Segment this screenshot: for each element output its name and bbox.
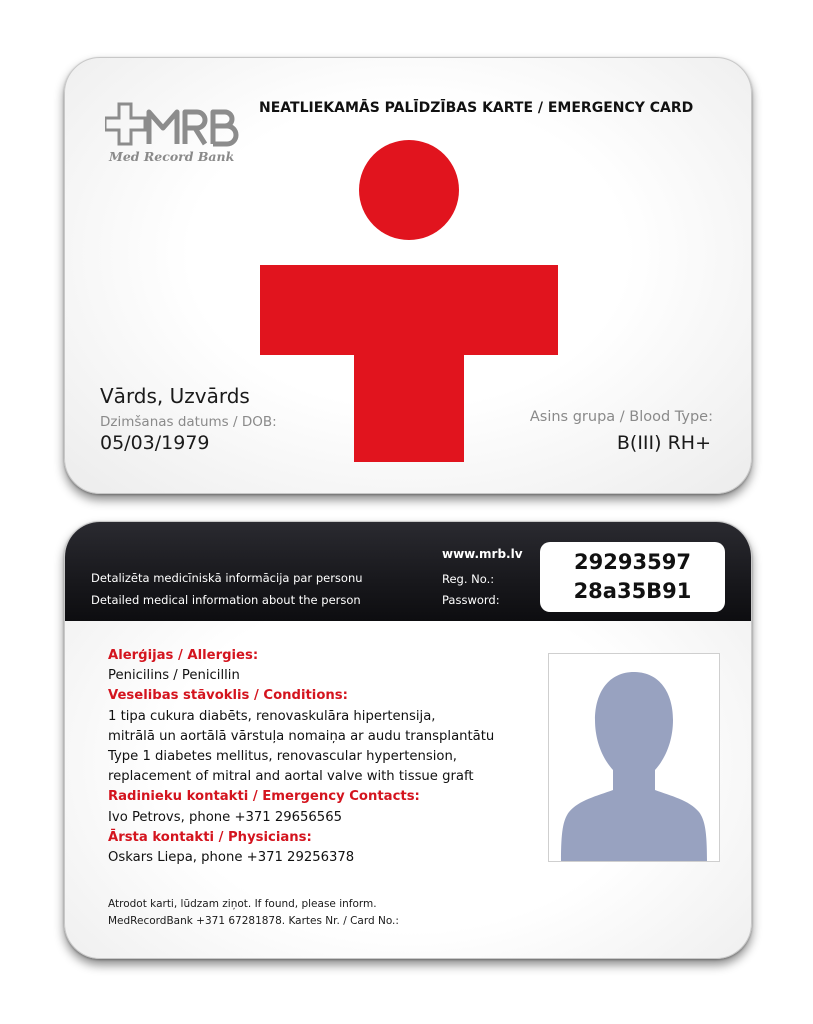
band-text-lv: Detalizēta medicīniskā informācija par personu [91, 571, 363, 585]
medical-info [108, 646, 548, 868]
conditions-line: 1 tipa cukura diabēts, renovaskulāra hipertensija, [108, 708, 436, 724]
conditions-line: Type 1 diabetes mellitus, renovascular hypertension, [108, 748, 458, 764]
password-value: 28a35B91 [573, 579, 692, 603]
physician-value: Oskars Liepa, phone +371 29256378 [108, 849, 355, 865]
footer-notice: Atrodot karti, lūdzam ziņot. If found, please inform. [108, 898, 377, 910]
person-silhouette-icon [549, 654, 719, 861]
password-label: Password: [442, 593, 500, 607]
card-footer [108, 896, 399, 930]
conditions-line: mitrālā un aortālā vārstuļa nomaiņa ar audu transplantātu [108, 728, 495, 744]
holder-name: Vārds, Uzvārds [100, 384, 250, 408]
dob-label: Dzimšanas datums / DOB: [100, 414, 277, 430]
credentials-box [540, 542, 725, 612]
reg-no-label: Reg. No.: [442, 572, 495, 586]
reg-no-value: 29293597 [574, 550, 691, 574]
logo-subtitle: Med Record Bank [109, 149, 235, 164]
conditions-heading: Veselibas stāvoklis / Conditions: [108, 688, 348, 704]
conditions-line: replacement of mitral and aortal valve with tissue graft [108, 769, 474, 785]
emergency-card-back [64, 521, 752, 959]
card-title: NEATLIEKAMĀS PALĪDZĪBAS KARTE / EMERGENCY CARD [259, 100, 694, 116]
website-link[interactable]: www.mrb.lv [442, 547, 523, 561]
blood-type-value: B(III) RH+ [616, 432, 711, 454]
footer-contact: MedRecordBank +371 67281878. Kartes Nr. / Card No.: [108, 915, 399, 927]
header-band [65, 522, 751, 621]
emergency-contact-value: Ivo Petrovs, phone +371 29656565 [108, 809, 342, 825]
emergency-contacts-heading: Radinieku kontakti / Emergency Contacts: [108, 789, 420, 805]
band-text-en: Detailed medical information about the person [91, 593, 361, 607]
allergies-heading: Alerģijas / Allergies: [108, 648, 259, 663]
allergies-value: Penicilins / Penicillin [108, 668, 240, 684]
photo-placeholder [548, 653, 720, 862]
blood-type-label: Asins grupa / Blood Type: [529, 409, 713, 425]
emergency-card-front [64, 57, 752, 494]
dob-value: 05/03/1979 [100, 432, 210, 454]
physicians-heading: Ārsta kontakti / Physicians: [108, 829, 312, 845]
